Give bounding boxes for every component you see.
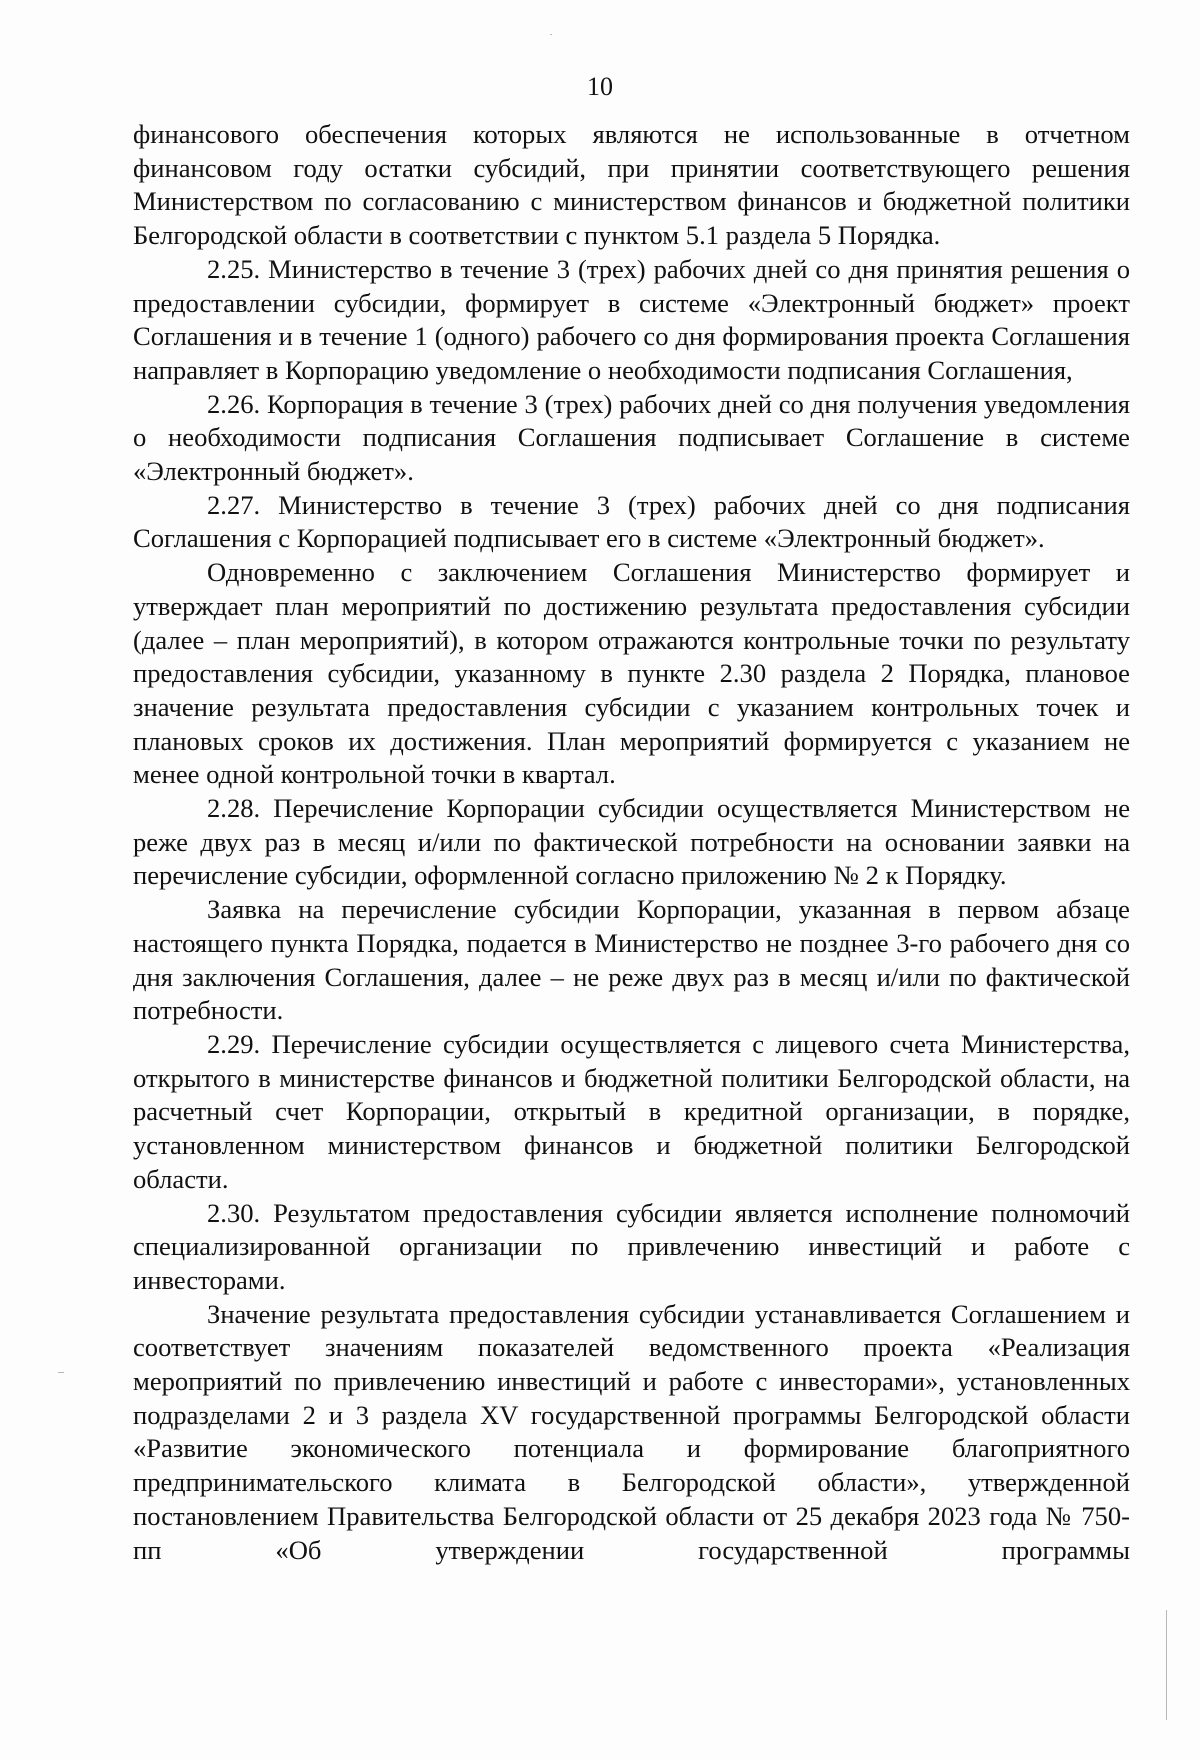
paragraph-2-27: 2.27. Министерство в течение 3 (трех) рабочих дней со дня подписания Соглашения с Корпорацией подписывает его в системе «Электронный бюджет». bbox=[133, 489, 1130, 554]
paragraph-2-29: 2.29. Перечисление субсидии осуществляется с лицевого счета Министерства, открытого в министерстве финансов и бюджетной политики Белгородской области, на расчетный счет Корпорации, открытый в кредитной организации, в порядке, установленном министерством финансов и бюджетной политики Белгородской области. bbox=[133, 1028, 1130, 1194]
scan-mark-top bbox=[550, 34, 552, 35]
paragraph-request: Заявка на перечисление субсидии Корпорации, указанная в первом абзаце настоящего пункта Порядка, подается в Министерство не позднее 3-го рабочего дня со дня заключения Соглашения, далее – не реже двух раз в месяц и/или по фактической потребности. bbox=[133, 894, 1130, 1026]
paragraph-continuation: финансового обеспечения которых являются не использованные в отчетном финансовом году остатки субсидий, при принятии соответствующего решения Министерством по согласованию с министерством финансов и бюджетной политики Белгородской области в соответствии с пунктом 5.1 раздела 5 Порядка. bbox=[133, 119, 1130, 251]
document-body bbox=[133, 118, 1130, 1567]
paragraph-2-30: 2.30. Результатом предоставления субсидии является исполнение полномочий специализированной организации по привлечению инвестиций и работе с инвесторами. bbox=[133, 1197, 1130, 1295]
paragraph-2-25: 2.25. Министерство в течение 3 (трех) рабочих дней со дня принятия решения о предоставлении субсидии, формирует в системе «Электронный бюджет» проект Соглашения и в течение 1 (одного) рабочего со дня формирования проекта Соглашения направляет в Корпорацию уведомление о необходимости подписания Соглашения, bbox=[133, 253, 1130, 385]
paragraph-result-value: Значение результата предоставления субсидии устанавливается Соглашением и соответствует значениям показателей ведомственного проекта «Реализация мероприятий по привлечению инвестиций и работе с инвесторами», установленных подразделами 2 и 3 раздела XV государственной программы Белгородской области «Развитие экономического потенциала и формирование благоприятного предпринимательского климата в Белгородской области», утвержденной постановлением Правительства Белгородской области от 25 декабря 2023 года № 750-пп «Об утверждении государственной программы bbox=[133, 1298, 1130, 1565]
paragraph-2-26: 2.26. Корпорация в течение 3 (трех) рабочих дней со дня получения уведомления о необходимости подписания Соглашения подписывает Соглашение в системе «Электронный бюджет». bbox=[133, 388, 1130, 487]
paragraph-2-28: 2.28. Перечисление Корпорации субсидии осуществляется Министерством не реже двух раз в месяц и/или по фактической потребности на основании заявки на перечисление субсидии, оформленной согласно приложению № 2 к Порядку. bbox=[133, 793, 1130, 891]
scan-mark-left bbox=[58, 1372, 64, 1373]
page-number: 10 bbox=[587, 72, 613, 101]
scan-mark-right bbox=[1166, 1610, 1167, 1720]
paragraph-action-plan: Одновременно с заключением Соглашения Министерство формирует и утверждает план мероприятий по достижению результата предоставления субсидии (далее – план мероприятий), в котором отражаются контрольные точки по результату предоставления субсидии, указанному в пункте 2.30 раздела 2 Порядка, плановое значение результата предоставления субсидии с указанием контрольных точек и плановых сроков их достижения. План мероприятий формируется с указанием не менее одной контрольной точки в квартал. bbox=[133, 557, 1130, 790]
